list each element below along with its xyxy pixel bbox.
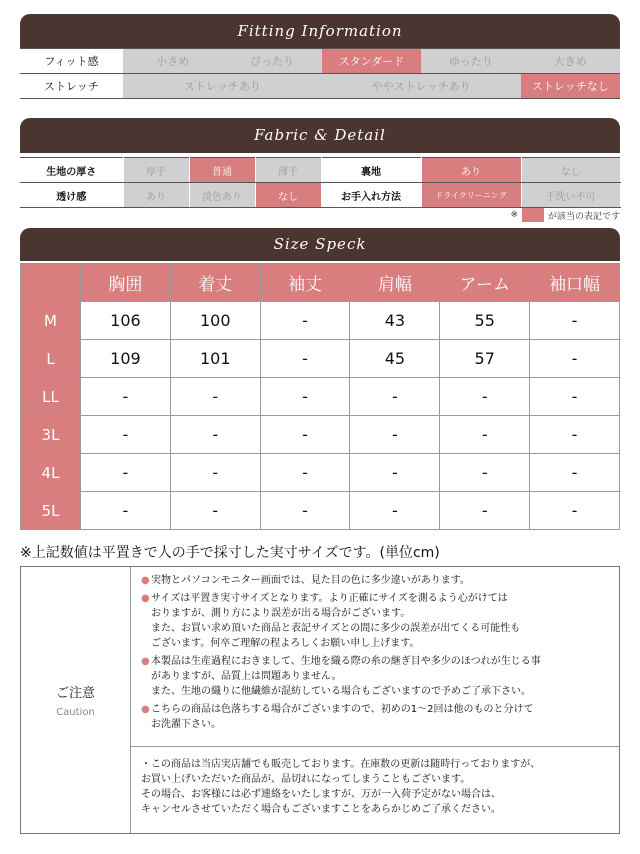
fabric-detail-banner: Fabric & Detail	[20, 118, 620, 153]
bullet-icon: ●	[141, 575, 150, 586]
fit-option: スタンダード	[322, 49, 421, 74]
thickness-option: 薄手	[255, 158, 321, 183]
size-value: -	[81, 416, 171, 454]
caution-item	[141, 591, 609, 651]
size-value: -	[530, 492, 620, 530]
footer-line: お買い上げいただいた商品が、品切れになってしまうこともございます。	[141, 774, 471, 785]
size-note: ※上記数値は平置きで人の手で採寸した実寸サイズです。(単位cm)	[20, 545, 440, 561]
size-value: -	[260, 492, 350, 530]
stretch-label: ストレッチ	[20, 74, 123, 99]
fit-option: 小さめ	[123, 49, 222, 74]
caution-line: ございます。何卒ご理解の程よろしくお願い申し上げます。	[151, 638, 420, 649]
size-value: -	[530, 454, 620, 492]
size-value: -	[440, 378, 530, 416]
size-row	[21, 454, 620, 492]
size-table	[20, 263, 620, 530]
size-value: 43	[350, 302, 440, 340]
size-value: -	[350, 416, 440, 454]
caution-line: おりますが、測り方により誤差が出る場合がございます。	[151, 608, 411, 619]
thickness-label: 生地の厚さ	[20, 158, 123, 183]
fit-option: ゆったり	[421, 49, 520, 74]
size-value: -	[170, 454, 260, 492]
caution-subtitle: Caution	[56, 707, 95, 718]
size-value: -	[350, 492, 440, 530]
legend-swatch	[522, 208, 544, 222]
size-value: -	[260, 302, 350, 340]
size-value: 109	[81, 340, 171, 378]
size-value: -	[170, 416, 260, 454]
size-row-label: M	[21, 302, 81, 340]
bullet-icon: ●	[141, 593, 150, 604]
size-value: -	[440, 416, 530, 454]
size-row-label: LL	[21, 378, 81, 416]
size-value: 45	[350, 340, 440, 378]
size-row-label: 4L	[21, 454, 81, 492]
caution-title: ご注意	[55, 686, 95, 701]
care-option: ドライクリーニング	[421, 183, 521, 208]
lining-label: 裏地	[321, 158, 421, 183]
size-value: 57	[440, 340, 530, 378]
size-header-cell: 着丈	[170, 264, 260, 302]
lining-option: なし	[521, 158, 620, 183]
size-header-cell: 袖口幅	[530, 264, 620, 302]
size-row-label: 5L	[21, 492, 81, 530]
size-row-label: L	[21, 340, 81, 378]
caution-items	[131, 567, 619, 747]
caution-item	[141, 702, 609, 732]
size-value: 106	[81, 302, 171, 340]
size-header-cell	[21, 264, 81, 302]
size-value: -	[350, 378, 440, 416]
size-header-cell: アーム	[440, 264, 530, 302]
caution-line: こちらの商品は色落ちする場合がございますので、初めの1〜2回は他のものと分けて	[151, 704, 534, 715]
caution-line: がありますが、品質上は問題ありません。	[151, 671, 342, 682]
caution-line: また、お買い求め頂いた商品と表記サイズとの間に多少の誤差が出てくる可能性も	[151, 623, 521, 634]
size-header-row	[21, 264, 620, 302]
fitting-information-banner: Fitting Information	[20, 14, 620, 48]
size-row	[21, 416, 620, 454]
fitting-table	[20, 48, 620, 99]
care-label: お手入れ方法	[321, 183, 421, 208]
caution-box	[20, 566, 620, 834]
caution-line: サイズは平置き実寸サイズとなります。より正確にサイズを測るよう心がけては	[151, 593, 508, 604]
fit-option: ぴったり	[222, 49, 321, 74]
legend	[510, 208, 620, 222]
size-value: -	[170, 378, 260, 416]
size-speck-banner: Size Speck	[20, 228, 620, 261]
size-row	[21, 340, 620, 378]
sheer-option: なし	[255, 183, 321, 208]
thickness-option: 普通	[189, 158, 255, 183]
stretch-option: ストレッチなし	[521, 74, 620, 99]
sheer-label: 透け感	[20, 183, 123, 208]
caution-footer	[131, 747, 619, 827]
size-value: -	[350, 454, 440, 492]
size-header-cell: 肩幅	[350, 264, 440, 302]
size-value: -	[170, 492, 260, 530]
legend-mark: ※	[510, 210, 518, 220]
legend-text: が該当の表記です	[547, 211, 620, 222]
size-value: -	[530, 302, 620, 340]
caution-line: 実物とパソコンモニター画面では、見た目の色に多少違いがあります。	[151, 575, 470, 586]
stretch-option: ややストレッチあり	[322, 74, 521, 99]
fit-label: フィット感	[20, 49, 123, 74]
fabric-row-2	[20, 183, 620, 208]
size-value: -	[81, 378, 171, 416]
caution-line: 本製品は生産過程におきまして、生地を織る際の糸の継ぎ目や多少のほつれが生じる事	[151, 656, 541, 667]
sheer-option: 淡色あり	[189, 183, 255, 208]
fit-row	[20, 49, 620, 74]
size-row	[21, 492, 620, 530]
size-value: -	[260, 340, 350, 378]
size-value: -	[530, 340, 620, 378]
size-value: -	[530, 416, 620, 454]
caution-label	[21, 567, 131, 833]
size-row	[21, 378, 620, 416]
size-value: -	[81, 492, 171, 530]
size-value: -	[260, 378, 350, 416]
bullet-icon: ●	[141, 656, 150, 667]
size-value: 101	[170, 340, 260, 378]
lining-option: あり	[421, 158, 521, 183]
size-value: -	[260, 454, 350, 492]
size-value: -	[440, 454, 530, 492]
stretch-row	[20, 74, 620, 99]
thickness-option: 厚手	[123, 158, 189, 183]
size-value: -	[81, 454, 171, 492]
bullet-icon: ●	[141, 704, 150, 715]
caution-item	[141, 654, 609, 699]
size-value: -	[260, 416, 350, 454]
size-header-cell: 胸囲	[81, 264, 171, 302]
caution-item	[141, 573, 609, 588]
size-value: -	[530, 378, 620, 416]
footer-line: ・この商品は当店実店舗でも販売しております。在庫数の更新は随時行っておりますが、	[141, 759, 541, 770]
size-value: 100	[170, 302, 260, 340]
size-row	[21, 302, 620, 340]
size-header-cell: 袖丈	[260, 264, 350, 302]
size-value: -	[440, 492, 530, 530]
sheer-option: あり	[123, 183, 189, 208]
care-option: 手洗い不可	[521, 183, 620, 208]
stretch-option: ストレッチあり	[123, 74, 322, 99]
caution-line: お洗濯下さい。	[151, 719, 221, 730]
footer-line: その場合、お客様には必ず連絡をいたしますが、万が一入荷予定がない場合は、	[141, 789, 501, 800]
fabric-row-1	[20, 158, 620, 183]
fabric-table	[20, 157, 621, 208]
size-value: 55	[440, 302, 530, 340]
caution-line: また、生地の織りに他繊維が混紡している場合もございますので予めご了承下さい。	[151, 686, 531, 697]
footer-line: キャンセルさせていただく場合もございますことをあらかじめご了承ください。	[141, 804, 501, 815]
fit-option: 大きめ	[521, 49, 620, 74]
size-row-label: 3L	[21, 416, 81, 454]
